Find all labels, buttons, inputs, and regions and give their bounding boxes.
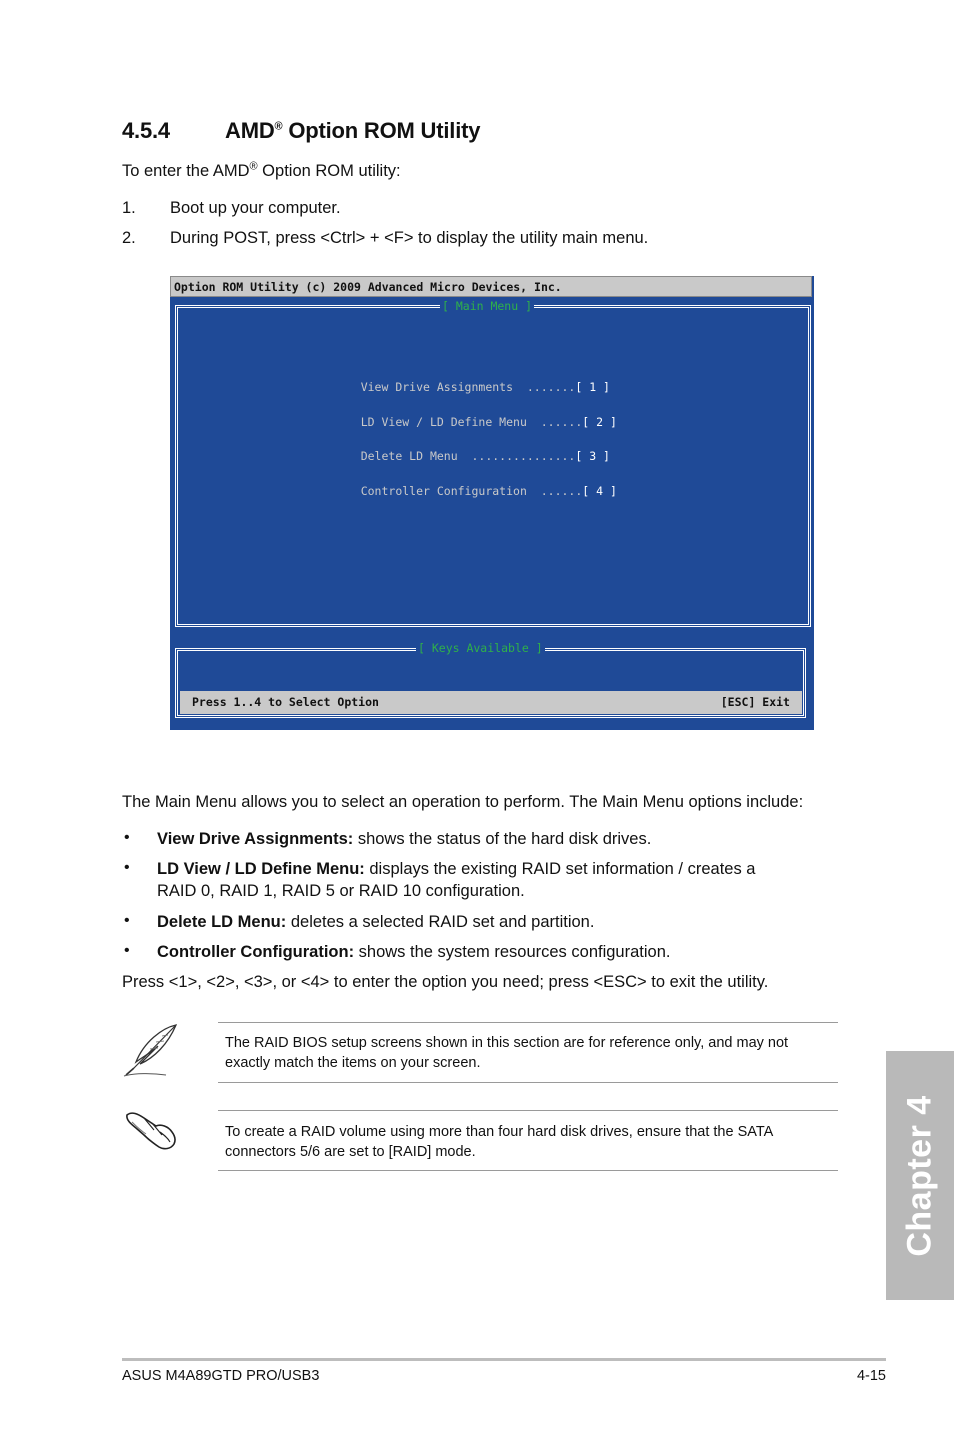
step-text: Boot up your computer. [170,199,341,217]
section-title-suffix: Option ROM Utility [282,118,481,143]
footer-rule [122,1358,886,1361]
bullet-term: LD View / LD Define Menu: [157,860,365,878]
footer-page-number: 4-15 [856,1368,886,1384]
menu-item-key: [ 4 ] [582,484,617,498]
note-line: The RAID BIOS setup screens shown in this section are for reference only, and may not [225,1035,789,1051]
note-bottom-rule [218,1082,838,1083]
note-line: connectors 5/6 are set to [RAID] mode. [225,1144,476,1160]
note-top-rule [218,1022,838,1023]
bullet-controller-configuration [157,941,670,963]
bullet-delete-ld [157,911,594,933]
note-bottom-rule [218,1170,838,1171]
bullet-text-continued: RAID 0, RAID 1, RAID 5 or RAID 10 configuration. [157,882,525,900]
step-text: During POST, press <Ctrl> + <F> to display the utility main menu. [170,229,649,247]
intro-text [122,160,401,182]
press-keys-note: Press <1>, <2>, <3>, or <4> to enter the option you need; press <ESC> to exit the utility. [122,973,769,991]
bullet-view-drive-assignments [157,828,651,850]
pointing-hand-icon [124,1108,180,1154]
registered-mark: ® [274,120,283,133]
menu-item-label: Controller Configuration ...... [360,484,583,498]
step-number: 2. [122,229,136,247]
bullet-text: deletes a selected RAID set and partition. [286,913,595,931]
menu-item-key: [ 3 ] [575,449,610,463]
menu-item-key: [ 1 ] [575,380,610,394]
section-title-prefix: AMD [225,118,275,143]
section-heading [122,118,480,144]
note-line: exactly match the items on your screen. [225,1055,481,1071]
bullet-term: Delete LD Menu: [157,913,287,931]
bullet-dot: • [124,829,130,846]
menu-item-label: LD View / LD Define Menu ...... [360,415,583,429]
quill-pen-icon [122,1022,180,1078]
bullet-ld-view-define [157,858,755,902]
bullet-text: displays the existing RAID set information / creates a [364,860,756,878]
esc-exit-key[interactable]: [ESC] Exit [720,695,790,709]
main-menu-description: The Main Menu allows you to select an operation to perform. The Main Menu options include: [122,793,804,811]
status-hint: Press 1..4 to Select Option [192,695,379,709]
intro-suffix: Option ROM utility: [257,162,401,180]
bios-title-bar: Option ROM Utility (c) 2009 Advanced Micro Devices, Inc. [170,276,812,297]
note-top-rule [218,1110,838,1111]
bullet-dot: • [124,942,130,959]
note-line: To create a RAID volume using more than four hard disk drives, ensure that the SATA [225,1124,774,1140]
menu-item-controller-configuration[interactable] [333,470,617,512]
bios-status-bar [180,691,802,714]
bios-screen [170,276,814,730]
main-menu-label: [ Main Menu ] [442,299,533,313]
bullet-dot: • [124,912,130,929]
step-2 [122,227,648,249]
step-1 [122,197,341,219]
keys-available-label: [ Keys Available ] [418,641,543,655]
menu-item-key: [ 2 ] [582,415,617,429]
note-sata-connectors [225,1122,830,1162]
footer-product-name: ASUS M4A89GTD PRO/USB3 [122,1368,320,1384]
chapter-tab-label: Chapter 4 [900,1094,939,1257]
bullet-text: shows the status of the hard disk drives. [353,830,652,848]
menu-item-label: View Drive Assignments ....... [360,380,576,394]
bullet-term: View Drive Assignments: [157,830,354,848]
bullet-term: Controller Configuration: [157,943,355,961]
step-number: 1. [122,199,136,217]
bullet-dot: • [124,859,130,876]
bullet-text: shows the system resources configuration. [354,943,671,961]
note-reference-only [225,1033,830,1073]
menu-item-label: Delete LD Menu ............... [360,449,576,463]
section-number: 4.5.4 [122,118,170,143]
intro-prefix: To enter the AMD [122,162,250,180]
chapter-tab [886,1051,954,1300]
intro-registered-mark: ® [249,160,258,173]
